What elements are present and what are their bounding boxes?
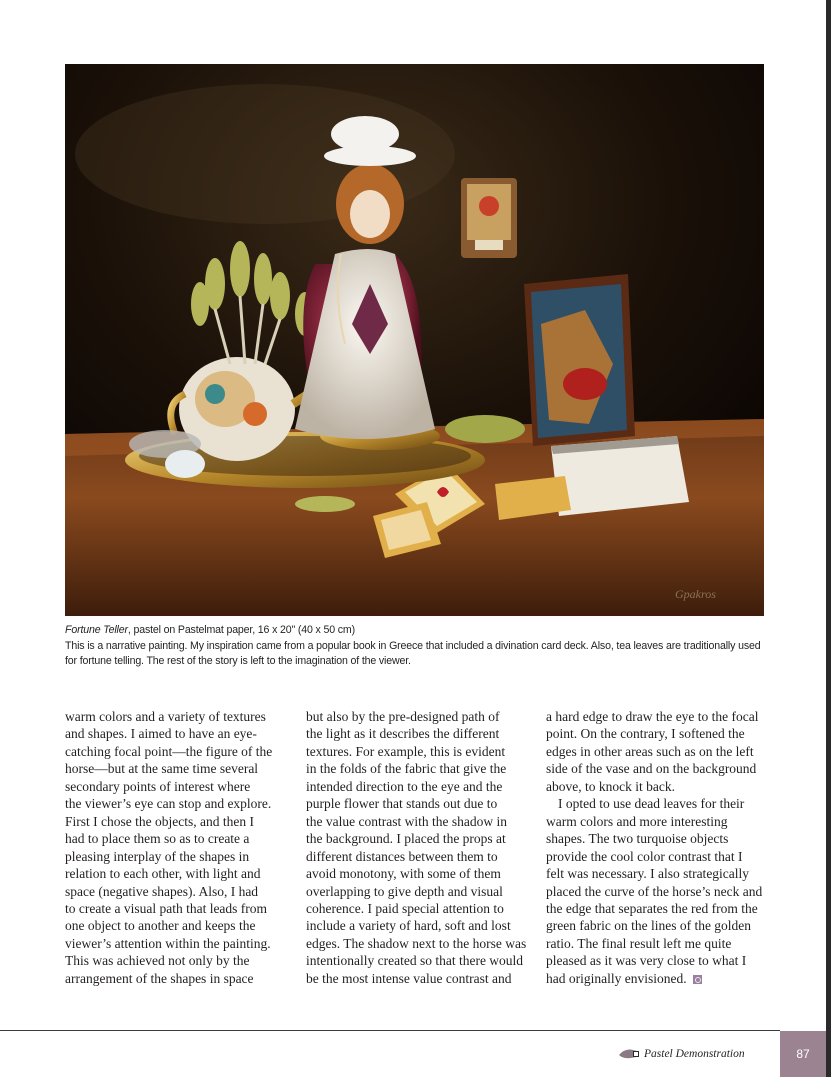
text-line: This was achieved not only by the [65,953,250,969]
text-line: include a variety of hard, soft and lost [306,918,511,934]
text-line: the background. I placed the props at [306,831,506,847]
text-line: warm colors and more interesting [546,813,728,829]
text-line: viewer’s attention within the painting. [65,935,271,951]
text-line: had originally envisioned. [546,970,766,987]
text-line: space (negative shapes). Also, I had [65,883,259,899]
text-line: First I chose the objects, and then I [65,813,254,829]
text-line: different distances between them to [306,848,498,864]
artist-signature: Gpakros [675,587,716,601]
fortune-teller-painting [65,64,764,616]
page-number: 87 [796,1047,810,1061]
column-2 [306,708,526,987]
text-line: I opted to use dead leaves for their [558,796,745,812]
footer-section-label: Pastel Demonstration [644,1048,745,1060]
column-1 [65,708,285,987]
caption-title: Fortune Teller [65,624,128,636]
text-line: the edge that separates the red from the [546,900,758,916]
text-line: the viewer’s eye can stop and explore. [65,796,272,812]
text-line: intended direction to the eye and the [306,778,503,794]
text-line: secondary points of interest where [65,778,251,794]
text-line: arrangement of the shapes in space [65,970,254,986]
column-3-paragraph-2 [546,795,766,987]
caption-title-line [65,623,765,639]
text-line: shapes. The two turquoise objects [546,831,729,847]
text-line: point. On the contrary, I softened the [546,726,745,742]
text-line: placed the curve of the horse’s neck and [546,883,763,899]
text-line: above, to knock it back. [546,778,675,794]
text-line: catching focal point—the figure of the [65,743,273,759]
text-line: had to place them so as to create a [65,831,250,847]
text-line: the value contrast with the shadow in [306,813,507,829]
text-line: the light as it describes the different [306,726,500,742]
text-line: overlapping to give depth and visual [306,883,503,899]
page-edge [826,0,831,1077]
text-line: and shapes. I aimed to have an eye- [65,726,257,742]
footer-rule [0,1030,780,1031]
text-line: ratio. The final result left me quite [546,935,732,951]
page-number-box [780,1031,826,1077]
text-line: pleasing interplay of the shapes in [65,848,250,864]
text-line: a hard edge to draw the eye to the focal [546,709,759,724]
text-line: felt was necessary. I also strategically [546,866,750,882]
text-line: side of the vase and on the background [546,761,757,777]
text-line: in the folds of the fabric that give the [306,761,507,777]
text-line: green fabric on the lines of the golden [546,918,752,934]
text-line: purple flower that stands out due to [306,796,498,812]
figure-caption [65,623,765,670]
text-line: intentionally created so that there would [306,953,524,969]
text-line: horse—but at the same time several [65,761,259,777]
text-line: to create a visual path that leads from [65,900,268,916]
text-line: warm colors and a variety of textures [65,709,266,724]
text-line: one object to another and keeps the [65,918,256,934]
text-line: relation to each other, with light and [65,866,261,882]
text-line: edges in other areas such as on the left [546,743,754,759]
footer-section [618,1046,745,1062]
text-line: avoid monotony, with some of them [306,866,501,882]
column-3 [546,708,766,987]
text-line: edges. The shadow next to the horse was [306,935,527,951]
caption-body: This is a narrative painting. My inspiration came from a popular book in Greece that included a divination card deck. Also, tea leaves are traditionally used for fortune telling. The rest of the story is left to the imagination of the viewer. [65,639,761,668]
text-line: coherence. I paid special attention to [306,900,504,916]
text-line: provide the cool color contrast that I [546,848,743,864]
text-line: pleased as it was very close to what I [546,953,747,969]
pastel-crayon-icon [618,1048,640,1060]
column-3-paragraph-1 [546,708,766,795]
text-line: but also by the pre-designed path of [306,709,500,724]
end-of-article-icon [693,975,702,984]
text-line: textures. For example, this is evident [306,743,506,759]
caption-medium: , pastel on Pastelmat paper, 16 x 20" (40 x 50 cm) [127,624,355,636]
text-line: be the most intense value contrast and [306,970,512,986]
article-body [65,708,765,990]
